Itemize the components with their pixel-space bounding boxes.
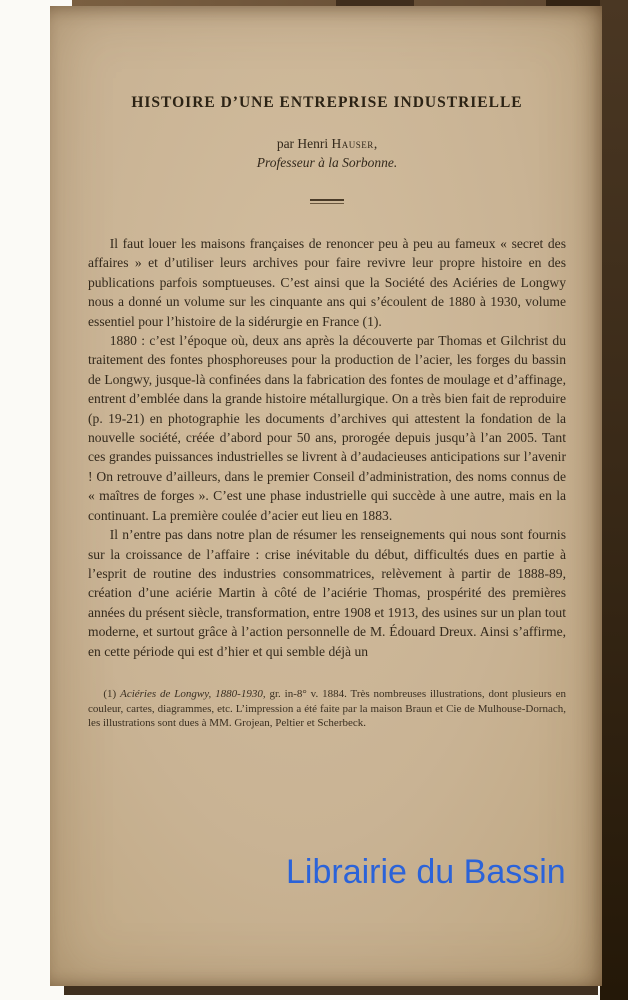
paragraph: 1880 : c’est l’époque où, deux ans après la découverte par Thomas et Gilchrist du traitement des fontes phosphoreuses pour la production de l’acier, les forges du bassin de Longwy, jusque-là confinées dans la fabrication des fontes de moulage et d’affinage, entrent d’emblée dans la grande histoire métallurgique. On a très bien fait de reproduire (p. 19-21) en photographie les documents d’archives qui attestent la fondation de la nouvelle société, créée d’abord pour 50 ans, prorogée depuis jusqu’à l’an 2005. Tant ces grandes puissances industrielles se livrent à d’audacieuses anticipations sur l’avenir ! On retrouve d’ailleurs, dans le premier Conseil d’administration, des noms connus de « maîtres de forges ». C’est une phase industrielle qui succède à une autre, mais en la continuant. La première coulée d’acier eut lieu en 1883. <box>88 333 566 523</box>
footnote-text: gr. in-8° v. 1884. Très nombreuses illustrations, dont plusieurs en couleur, cartes, diagrammes, etc. L’impression a été faite par la maison Braun et Cie de Mulhouse-Dornach, les illustrations sont dues à MM. Grojean, Peltier et Scherbeck. <box>88 687 566 730</box>
footnote-work-title: Aciéries de Longwy, 1880-1930, <box>120 687 266 700</box>
byline-role: Professeur à la Sorbonne. <box>256 155 398 170</box>
paragraph: Il faut louer les maisons françaises de renoncer peu à peu au fameux « secret des affaires » et d’utiliser leurs archives pour faire revivre leur propre histoire en des publications parfois somptueuses. C’est ainsi que la Société des Aciéries de Longwy nous a donné un volume sur les cinquante ans qui s’écoulent de 1880 à 1930, volume essentiel pour l’histoire de la sidérurgie en France (1). <box>88 236 566 329</box>
footnote <box>88 687 566 731</box>
bookseller-watermark: Librairie du Bassin <box>286 853 566 891</box>
byline-suffix: , <box>373 136 378 151</box>
footnote-number: (1) <box>103 687 121 700</box>
byline-author-name: Hauser <box>331 136 374 151</box>
page-title: HISTOIRE D’UNE ENTREPRISE INDUSTRIELLE <box>131 94 523 111</box>
book-page <box>50 6 602 986</box>
byline-prefix: par Henri <box>276 136 332 151</box>
section-divider <box>310 199 344 204</box>
byline <box>88 136 566 152</box>
book-edge-right <box>600 0 628 1000</box>
paragraph: Il n’entre pas dans notre plan de résumer les renseignements qui nous sont fournis sur la croissance de l’affaire : crise inévitable du début, difficultés dues en partie à l’esprit de routine des industries consommatrices, relèvement à partir de 1888-89, création d’une aciérie Martin à côté de l’aciérie Thomas, prospérité des premières années du présent siècle, transformation, entre 1908 et 1913, des usines sur un plan tout moderne, et surtout grâce à l’action personnelle de M. Édouard Dreux. Ainsi s’affirme, en cette période qui est d’hier et qui semble déjà un <box>88 527 566 659</box>
page-content <box>88 94 566 731</box>
body-text <box>88 234 566 661</box>
